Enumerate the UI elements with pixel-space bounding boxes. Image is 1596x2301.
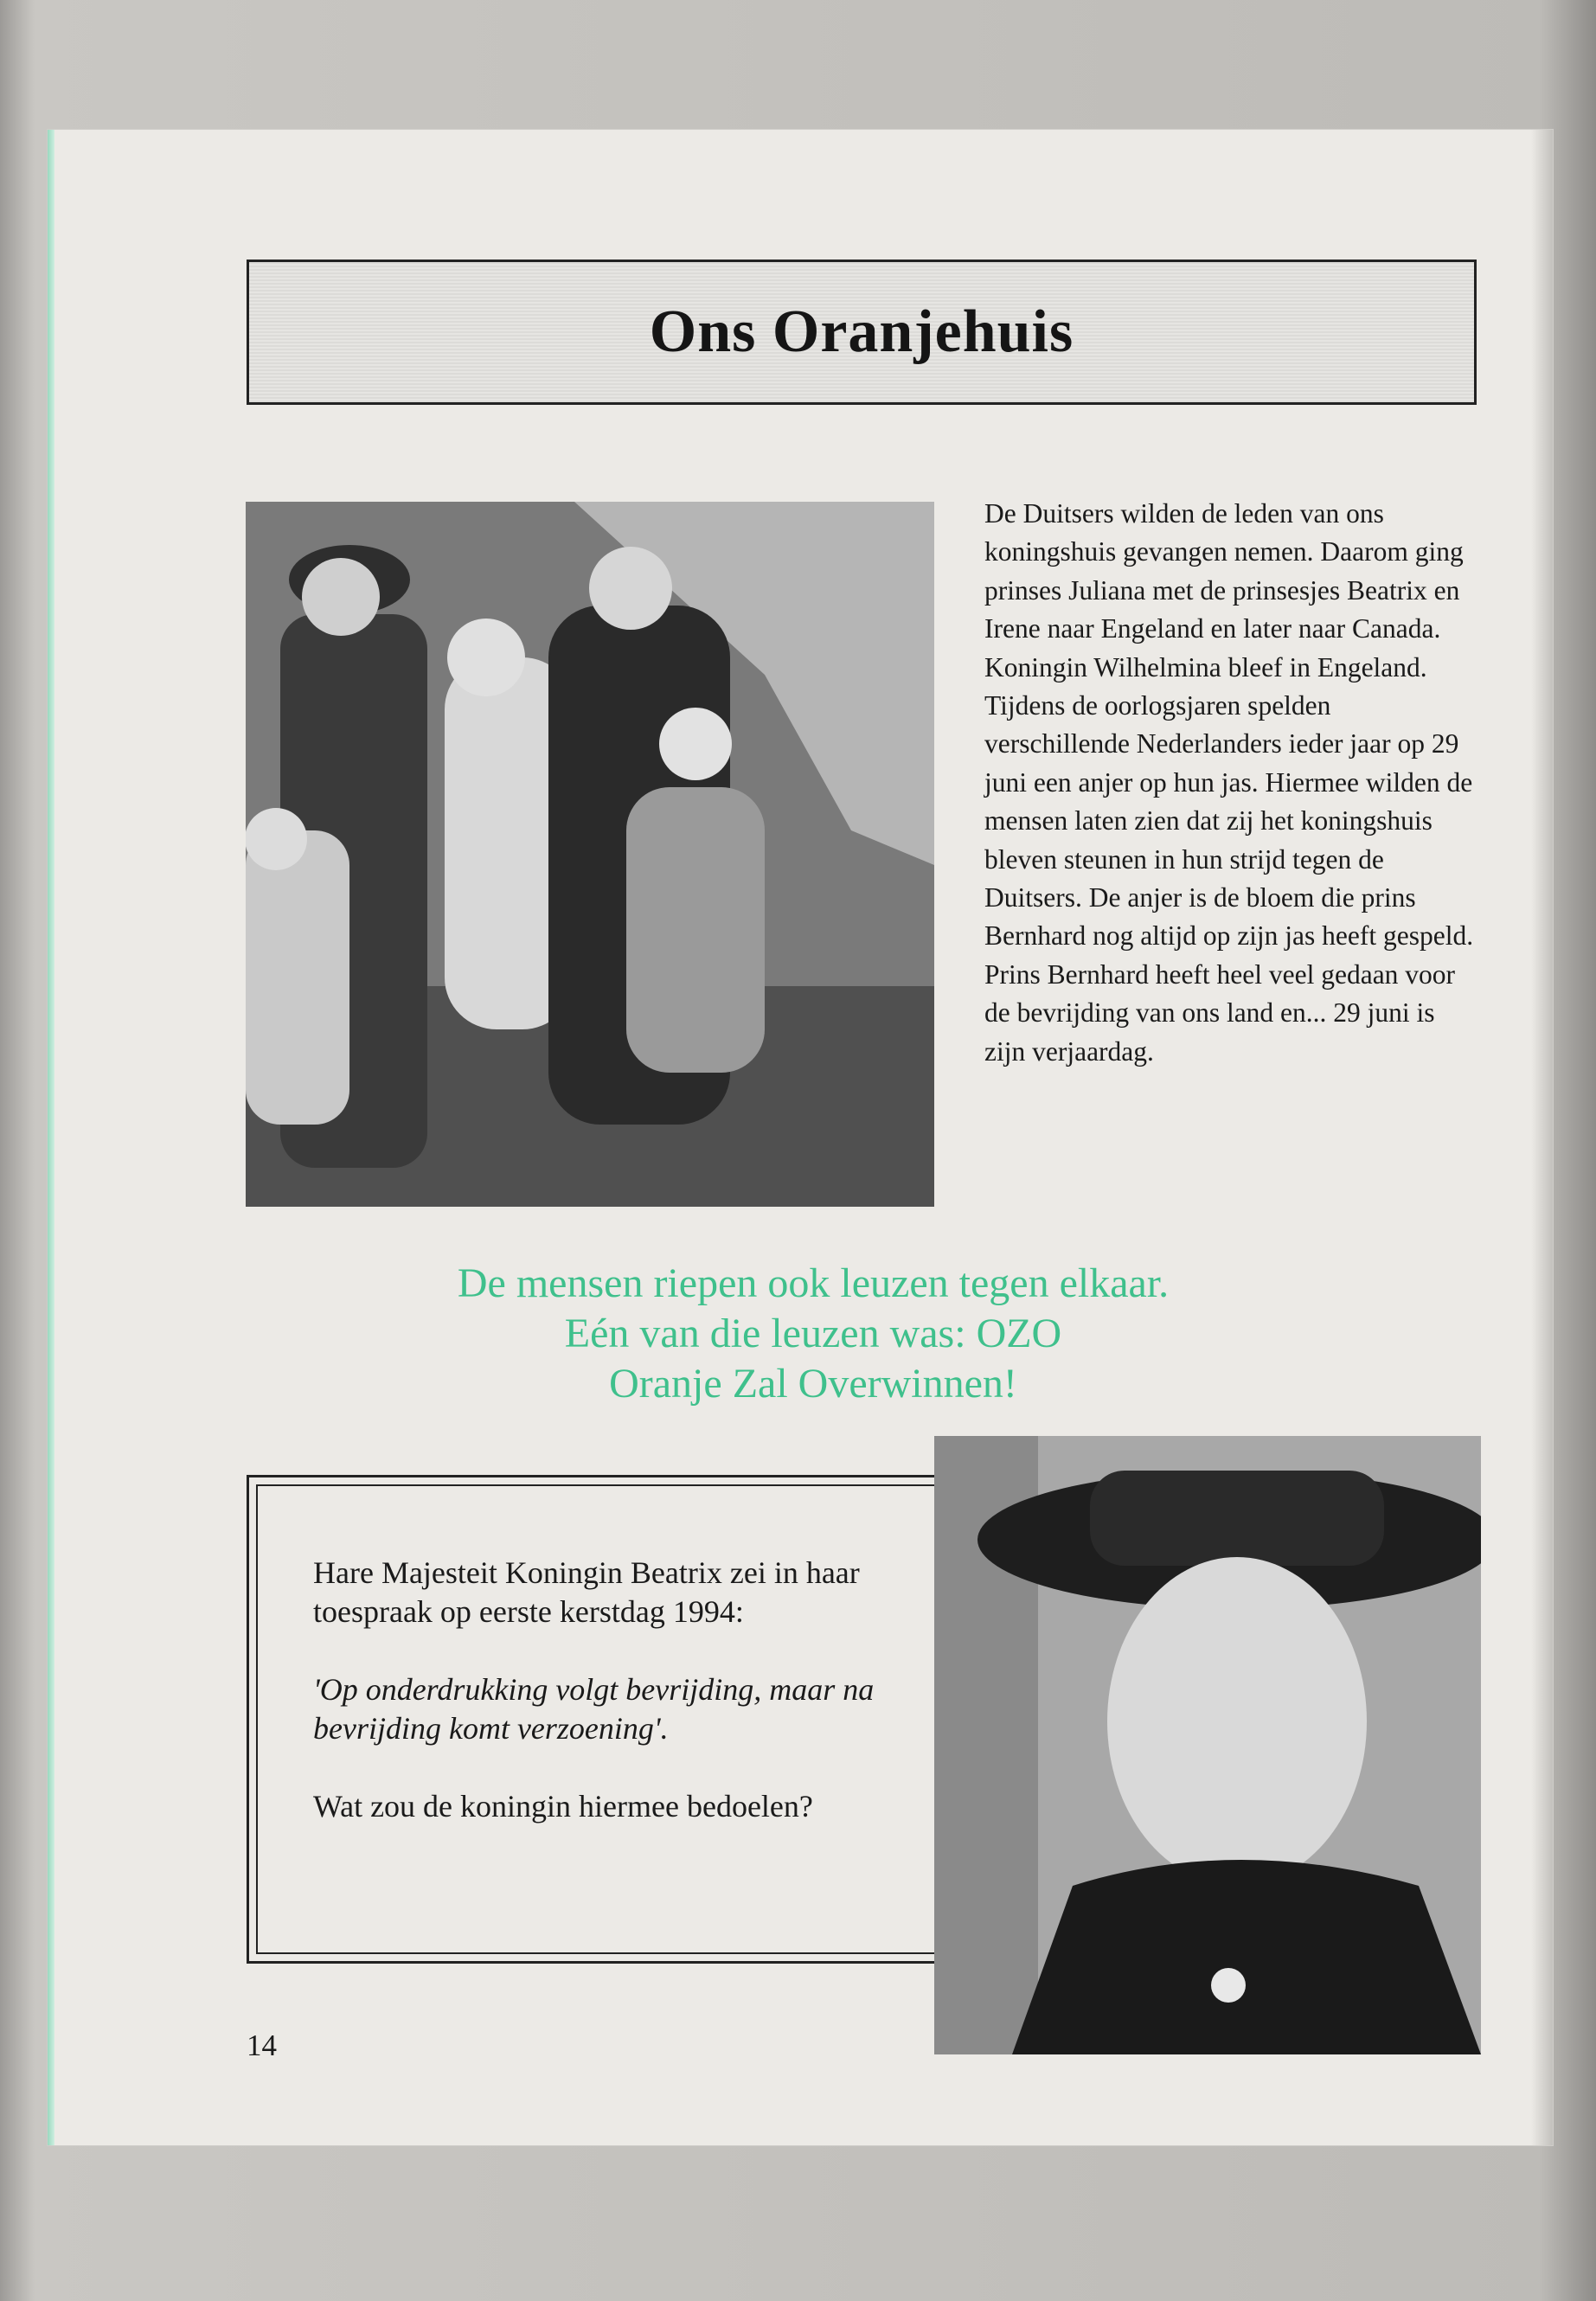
slogan-line-1: De mensen riepen ook leuzen tegen elkaar. [457,1260,1170,1306]
page-number: 14 [247,2029,277,2062]
royal-family-photo [246,502,934,1207]
page-edge [48,130,54,2145]
title-box [247,260,1477,405]
body-text [984,495,1479,1071]
royal-family-photo-image [246,502,934,1207]
quote-question: Wat zou de koningin hiermee bedoelen? [313,1789,813,1823]
queen-beatrix-photo [934,1436,1481,2054]
body-paragraph-1: De Duitsers wilden de leden van ons koningshuis gevangen nemen. Daarom ging prinses Juliana met de prinsesjes Beatrix en Irene naar Engeland en later naar Canada. Koningin Wilhelmina bleef in Engeland. [984,498,1464,683]
ozo-slogan [260,1259,1367,1409]
page-title: Ons Oranjehuis [649,298,1074,365]
quote-intro: Hare Majesteit Koningin Beatrix zei in haar toespraak op eerste kerstdag 1994: [313,1555,860,1629]
quote-content [313,1554,901,1826]
queen-beatrix-photo-image [934,1436,1481,2054]
quote-box [247,1475,947,1964]
page-gutter-shadow [1531,130,1553,2145]
body-paragraph-2: Tijdens de oorlogsjaren spelden verschillende Nederlanders ieder jaar op 29 juni een anjer op hun jas. Hiermee wilden de mensen laten zien dat zij het koningshuis bleven steunen in hun strijd tegen de Duitsers. De anjer is de bloem die prins Bernhard nog altijd op zijn jas heeft gespeld. Prins Bernhard heeft heel veel gedaan voor de bevrijding van ons land en... 29 juni is zijn verjaardag. [984,690,1474,1067]
quote-text: 'Op onderdrukking volgt bevrijding, maar na bevrijding komt verzoening'. [313,1672,875,1746]
slogan-line-3: Oranje Zal Overwinnen! [609,1361,1017,1407]
slogan-line-2: Eén van die leuzen was: OZO [564,1311,1062,1356]
